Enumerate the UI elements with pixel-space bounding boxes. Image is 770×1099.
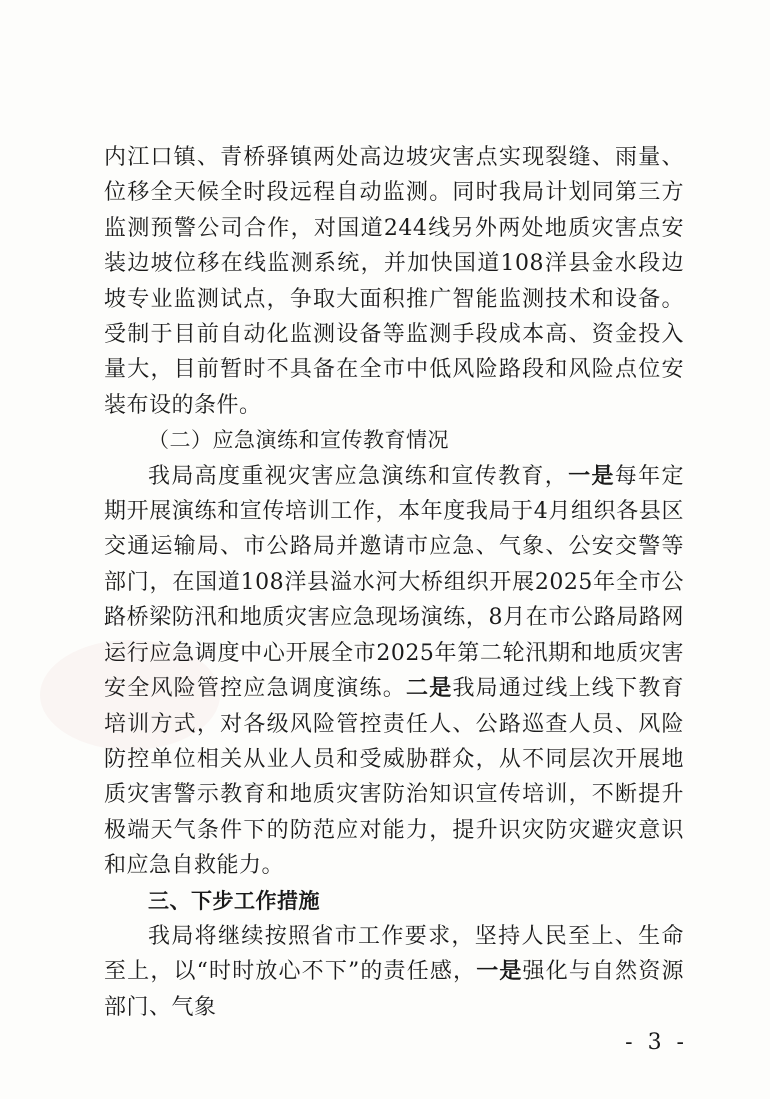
paragraph-drills [104, 459, 684, 884]
paragraph-next-steps-point-one: 强化与自然资源部门、气象 [104, 959, 684, 1020]
point-one-label: 一是 [568, 462, 615, 489]
paragraph-monitoring: 内江口镇、青桥驿镇两处高边坡灾害点实现裂缝、雨量、位移全天候全时段远程自动监测。同时我局计划同第三方监测预警公司合作，对国道244线另外两处地质灾害点安装边坡位移在线监测系统，并加快国道108洋县金水段边坡专业监测试点，争取大面积推广智能监测技术和设备。受制于目前自动化监测设备等监测手段成本高、资金投入量大，目前暂时不具备在全市中低风险路段和风险点位安装布设的条件。 [104, 145, 684, 418]
next-point-one-label: 一是 [476, 958, 523, 985]
subheading-drills-education: （二）应急演练和宣传教育情况 [148, 428, 449, 453]
point-two-label: 二是 [405, 675, 453, 702]
paragraph-drills-point-one: 每年定期开展演练和宣传培训工作，本年度我局于4月组织各县区交通运输局、市公路局并邀请市应急、气象、公安交警等部门，在国道108洋县溢水河大桥组织开展2025年全市公路桥梁防汛和地质灾害应急现场演练，8月在市公路局路网运行应急调度中心开展全市2025年第二轮汛期和地质灾害安全风险管控应急调度演练。 [104, 463, 684, 702]
paragraph-drills-intro: 我局高度重视灾害应急演练和宣传教育， [148, 463, 569, 489]
paragraph-next-steps [104, 919, 684, 1025]
paragraph-next-steps-intro: 我局将继续按照省市工作要求，坚持人民至上、生命至上，以“时时放心不下”的责任感， [104, 923, 684, 985]
paragraph-drills-point-two: 我局通过线上线下教育培训方式，对各级风险管控责任人、公路巡查人员、风险防控单位相关从业人员和受威胁群众，从不同层次开展地质灾害警示教育和地质灾害防治知识宣传培训，不断提升极端天气条件下的防范应对能力，提升识灾防灾避灾意识和应急自救能力。 [104, 676, 684, 879]
page-number: - 3 - [625, 1030, 688, 1055]
document-body [104, 140, 684, 1025]
heading-next-steps: 三、下步工作措施 [148, 888, 320, 913]
